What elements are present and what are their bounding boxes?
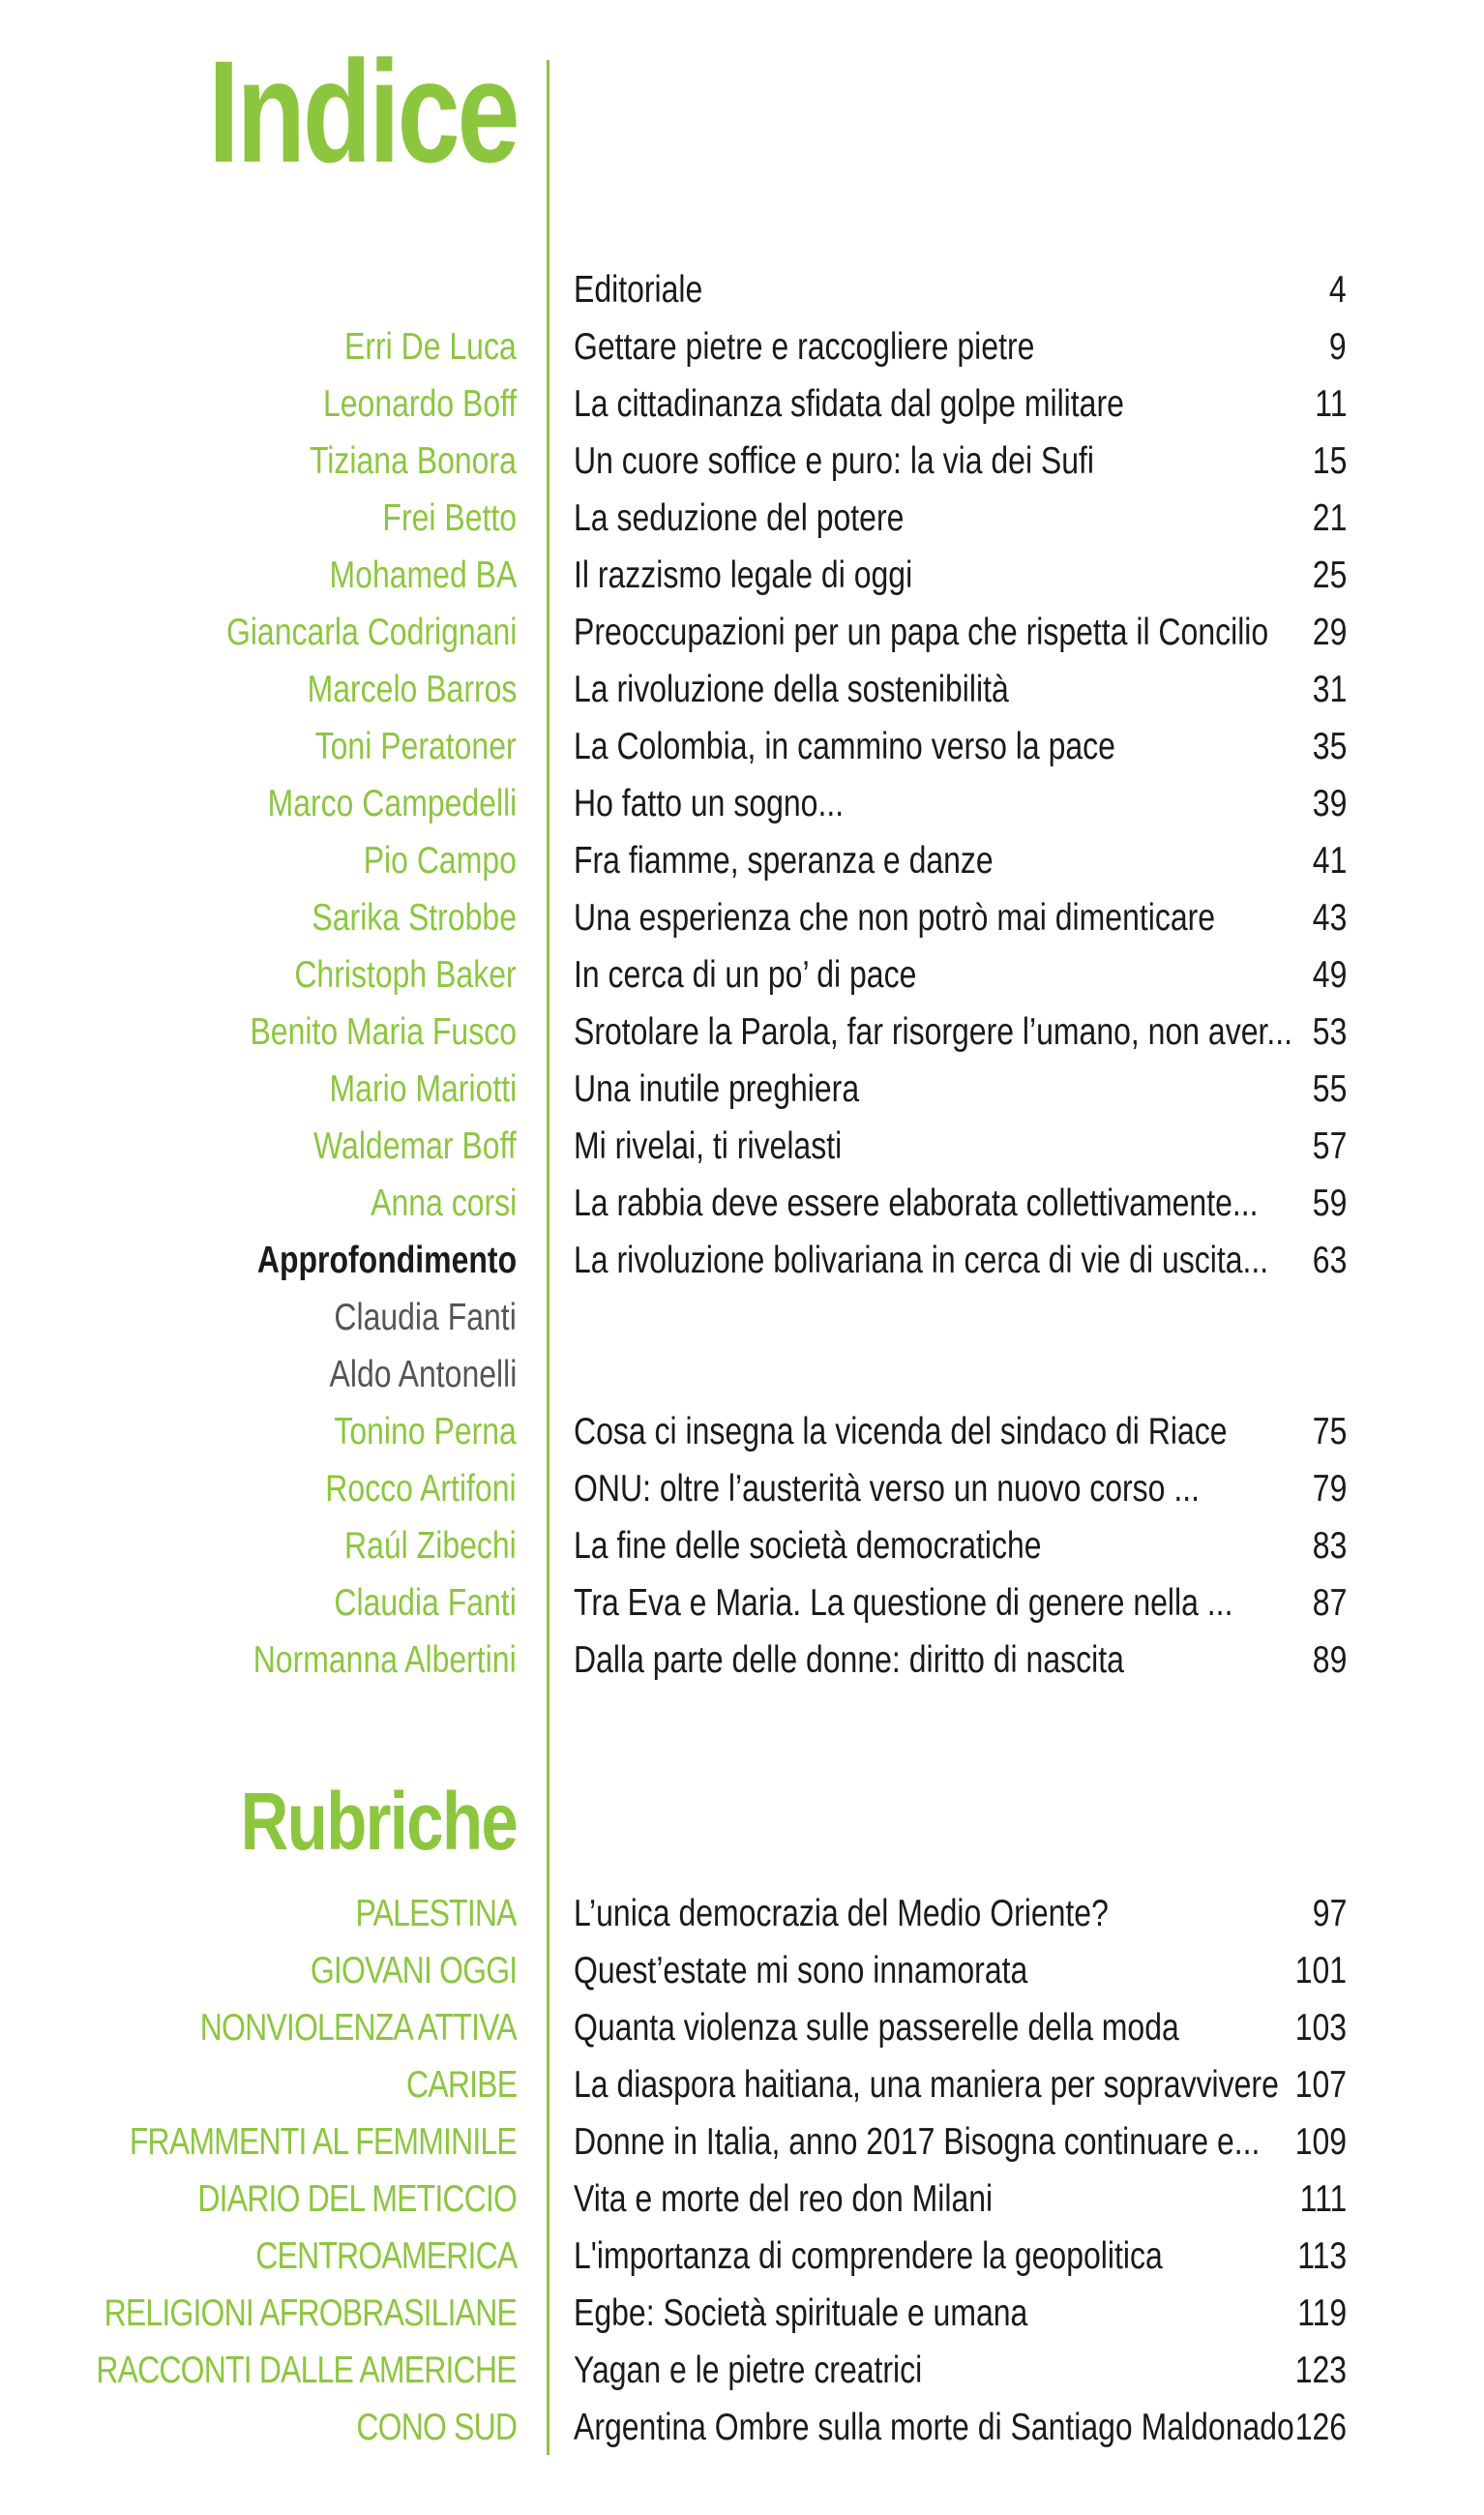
toc-author: Anna corsi [370, 1183, 517, 1224]
toc-row [0, 604, 1484, 661]
toc-author: Mario Mariotti [329, 1068, 517, 1110]
toc-author: Raúl Zibechi [344, 1525, 517, 1567]
toc-row [0, 661, 1484, 718]
toc-title[interactable]: Srotolare la Parola, far risorgere l’umano, non aver... [574, 1011, 1293, 1053]
toc-title[interactable]: Argentina Ombre sulla morte di Santiago Maldonado [574, 2407, 1294, 2448]
toc-title[interactable]: La rivoluzione bolivariana in cerca di vie di uscita... [574, 1240, 1269, 1281]
toc-page-number: 101 [1294, 1950, 1347, 1991]
toc-page-number: 53 [1312, 1011, 1347, 1053]
toc-page-number: 79 [1312, 1468, 1347, 1510]
toc-row [0, 1403, 1484, 1460]
toc-author: Giancarla Codrignani [225, 612, 517, 653]
toc-row [0, 490, 1484, 547]
toc-title[interactable]: Editoriale [574, 269, 703, 311]
toc-title[interactable]: Mi rivelai, ti rivelasti [574, 1125, 843, 1167]
toc-page-number: 97 [1312, 1893, 1347, 1934]
toc-page-number: 126 [1294, 2407, 1347, 2448]
rubrica-section: CENTROAMERICA [254, 2235, 517, 2277]
toc-page-number: 59 [1312, 1183, 1347, 1224]
rubrica-row [0, 2228, 1484, 2285]
toc-author: Marco Campedelli [267, 783, 517, 824]
toc-author: Erri De Luca [344, 326, 517, 368]
toc-row [0, 375, 1484, 433]
toc-title[interactable]: Una inutile preghiera [574, 1068, 860, 1110]
toc-page-number: 31 [1312, 669, 1347, 710]
toc-title[interactable]: L'importanza di comprendere la geopolitica [574, 2235, 1163, 2277]
toc-page-number: 75 [1312, 1411, 1347, 1452]
toc-row [0, 889, 1484, 946]
toc-row [0, 1346, 1484, 1403]
toc-page-number: 83 [1312, 1525, 1347, 1567]
rubrica-row [0, 2113, 1484, 2171]
toc-author: Marcelo Barros [307, 669, 517, 710]
toc-title[interactable]: Preoccupazioni per un papa che rispetta il Concilio [574, 612, 1269, 653]
toc-author: Rocco Artifoni [325, 1468, 517, 1510]
rubrica-row [0, 2399, 1484, 2456]
toc-page-number: 39 [1312, 783, 1347, 824]
toc-row [0, 318, 1484, 375]
section-title-rubriche: Rubriche [240, 1776, 517, 1867]
toc-author: Aldo Antonelli [329, 1354, 517, 1395]
toc-title[interactable]: La fine delle società democratiche [574, 1525, 1042, 1567]
toc-title[interactable]: Quest’estate mi sono innamorata [574, 1950, 1028, 1991]
toc-title[interactable]: La diaspora haitiana, una maniera per sopravvivere [574, 2064, 1279, 2106]
rubrica-row [0, 1885, 1484, 1942]
toc-row [0, 1175, 1484, 1232]
toc-title[interactable]: La rivoluzione della sostenibilità [574, 669, 1009, 710]
toc-page-number: 107 [1294, 2064, 1347, 2106]
toc-page-number: 25 [1312, 554, 1347, 596]
toc-title[interactable]: Tra Eva e Maria. La questione di genere nella ... [574, 1582, 1233, 1624]
toc-author: Sarika Strobbe [312, 897, 517, 939]
toc-page-number: 15 [1312, 440, 1347, 482]
toc-title[interactable]: Un cuore soffice e puro: la via dei Sufi [574, 440, 1095, 482]
rubrica-section: GIOVANI OGGI [310, 1950, 517, 1991]
toc-title[interactable]: Yagan e le pietre creatrici [574, 2350, 923, 2391]
toc-row [0, 718, 1484, 775]
toc-author: Pio Campo [363, 840, 517, 882]
toc-page-number: 103 [1294, 2007, 1347, 2049]
toc-author: Leonardo Boff [322, 383, 517, 425]
toc-row [0, 261, 1484, 318]
toc-row [0, 1289, 1484, 1346]
toc-title[interactable]: Donne in Italia, anno 2017 Bisogna continuare e... [574, 2121, 1261, 2163]
toc-author: Waldemar Boff [313, 1125, 517, 1167]
toc-title[interactable]: La seduzione del potere [574, 497, 905, 539]
toc-page-number: 111 [1299, 2178, 1347, 2220]
rubrica-section: FRAMMENTI AL FEMMINILE [129, 2121, 517, 2163]
toc-row [0, 1574, 1484, 1632]
toc-title[interactable]: Dalla parte delle donne: diritto di nascita [574, 1639, 1124, 1681]
toc-page-number: 57 [1312, 1125, 1347, 1167]
rubrica-section: NONVIOLENZA ATTIVA [199, 2007, 517, 2049]
toc-row [0, 1517, 1484, 1574]
rubrica-section: CONO SUD [356, 2407, 517, 2448]
toc-page-number: 63 [1312, 1240, 1347, 1281]
toc-title[interactable]: Quanta violenza sulle passerelle della moda [574, 2007, 1179, 2049]
toc-author: Tiziana Bonora [310, 440, 517, 482]
toc-page-number: 4 [1329, 269, 1347, 311]
rubrica-row [0, 2342, 1484, 2399]
toc-title[interactable]: Fra fiamme, speranza e danze [574, 840, 994, 882]
rubrica-section: RACCONTI DALLE AMERICHE [96, 2350, 517, 2391]
toc-row [0, 433, 1484, 490]
page-title: Indice [207, 30, 517, 193]
toc-title[interactable]: L’unica democrazia del Medio Oriente? [574, 1893, 1109, 1934]
toc-row [0, 1118, 1484, 1175]
toc-page-number: 21 [1312, 497, 1347, 539]
toc-title[interactable]: La rabbia deve essere elaborata collettivamente... [574, 1183, 1259, 1224]
toc-page-number: 49 [1312, 954, 1347, 996]
toc-section-label: Approfondimento [256, 1240, 517, 1281]
toc-author: Normanna Albertini [253, 1639, 517, 1681]
toc-title[interactable]: La Colombia, in cammino verso la pace [574, 726, 1115, 767]
toc-title[interactable]: Gettare pietre e raccogliere pietre [574, 326, 1035, 368]
toc-author: Tonino Perna [334, 1411, 517, 1452]
toc-title[interactable]: Egbe: Società spirituale e umana [574, 2292, 1028, 2334]
toc-page-number: 9 [1329, 326, 1347, 368]
toc-row [0, 946, 1484, 1003]
rubrica-row [0, 2056, 1484, 2113]
rubrica-section: RELIGIONI AFROBRASILIANE [104, 2292, 517, 2334]
toc-row [0, 1232, 1484, 1289]
toc-title[interactable]: Ho fatto un sogno... [574, 783, 845, 824]
rubrica-row [0, 1999, 1484, 2056]
rubrica-section: DIARIO DEL METICCIO [197, 2178, 517, 2220]
toc-author: Christoph Baker [294, 954, 517, 996]
toc-author: Mohamed BA [329, 554, 517, 596]
toc-page-number: 29 [1312, 612, 1347, 653]
toc-title[interactable]: In cerca di un po’ di pace [574, 954, 917, 996]
toc-row [0, 775, 1484, 832]
toc-author: Claudia Fanti [334, 1582, 517, 1624]
toc-page-number: 123 [1294, 2350, 1347, 2391]
rubrica-row [0, 1942, 1484, 1999]
toc-title[interactable]: Il razzismo legale di oggi [574, 554, 913, 596]
toc-row [0, 832, 1484, 889]
toc-title[interactable]: Cosa ci insegna la vicenda del sindaco di Riace [574, 1411, 1228, 1452]
toc-page-number: 55 [1312, 1068, 1347, 1110]
toc-page-number: 113 [1297, 2235, 1347, 2277]
toc-author: Benito Maria Fusco [250, 1011, 517, 1053]
toc-row [0, 1632, 1484, 1689]
toc-page-number: 35 [1312, 726, 1347, 767]
toc-page-number: 89 [1312, 1639, 1347, 1681]
toc-page-number: 87 [1312, 1582, 1347, 1624]
toc-page-number: 119 [1297, 2292, 1347, 2334]
rubrica-row [0, 2171, 1484, 2228]
toc-title[interactable]: Una esperienza che non potrò mai dimenticare [574, 897, 1216, 939]
toc-page-number: 41 [1312, 840, 1347, 882]
toc-author: Toni Peratoner [315, 726, 517, 767]
toc-page-number: 109 [1294, 2121, 1347, 2163]
toc-row [0, 1061, 1484, 1118]
rubrica-section: CARIBE [405, 2064, 517, 2106]
toc-author: Frei Betto [382, 497, 517, 539]
rubrica-section: PALESTINA [355, 1893, 517, 1934]
toc-author: Claudia Fanti [334, 1297, 517, 1338]
rubrica-row [0, 2285, 1484, 2342]
toc-row [0, 547, 1484, 604]
toc-page-number: 11 [1314, 383, 1347, 425]
toc-title[interactable]: ONU: oltre l’austerità verso un nuovo corso ... [574, 1468, 1200, 1510]
toc-title[interactable]: La cittadinanza sfidata dal golpe militare [574, 383, 1124, 425]
toc-title[interactable]: Vita e morte del reo don Milani [574, 2178, 994, 2220]
toc-row [0, 1003, 1484, 1061]
toc-row [0, 1460, 1484, 1517]
toc-page-number: 43 [1312, 897, 1347, 939]
